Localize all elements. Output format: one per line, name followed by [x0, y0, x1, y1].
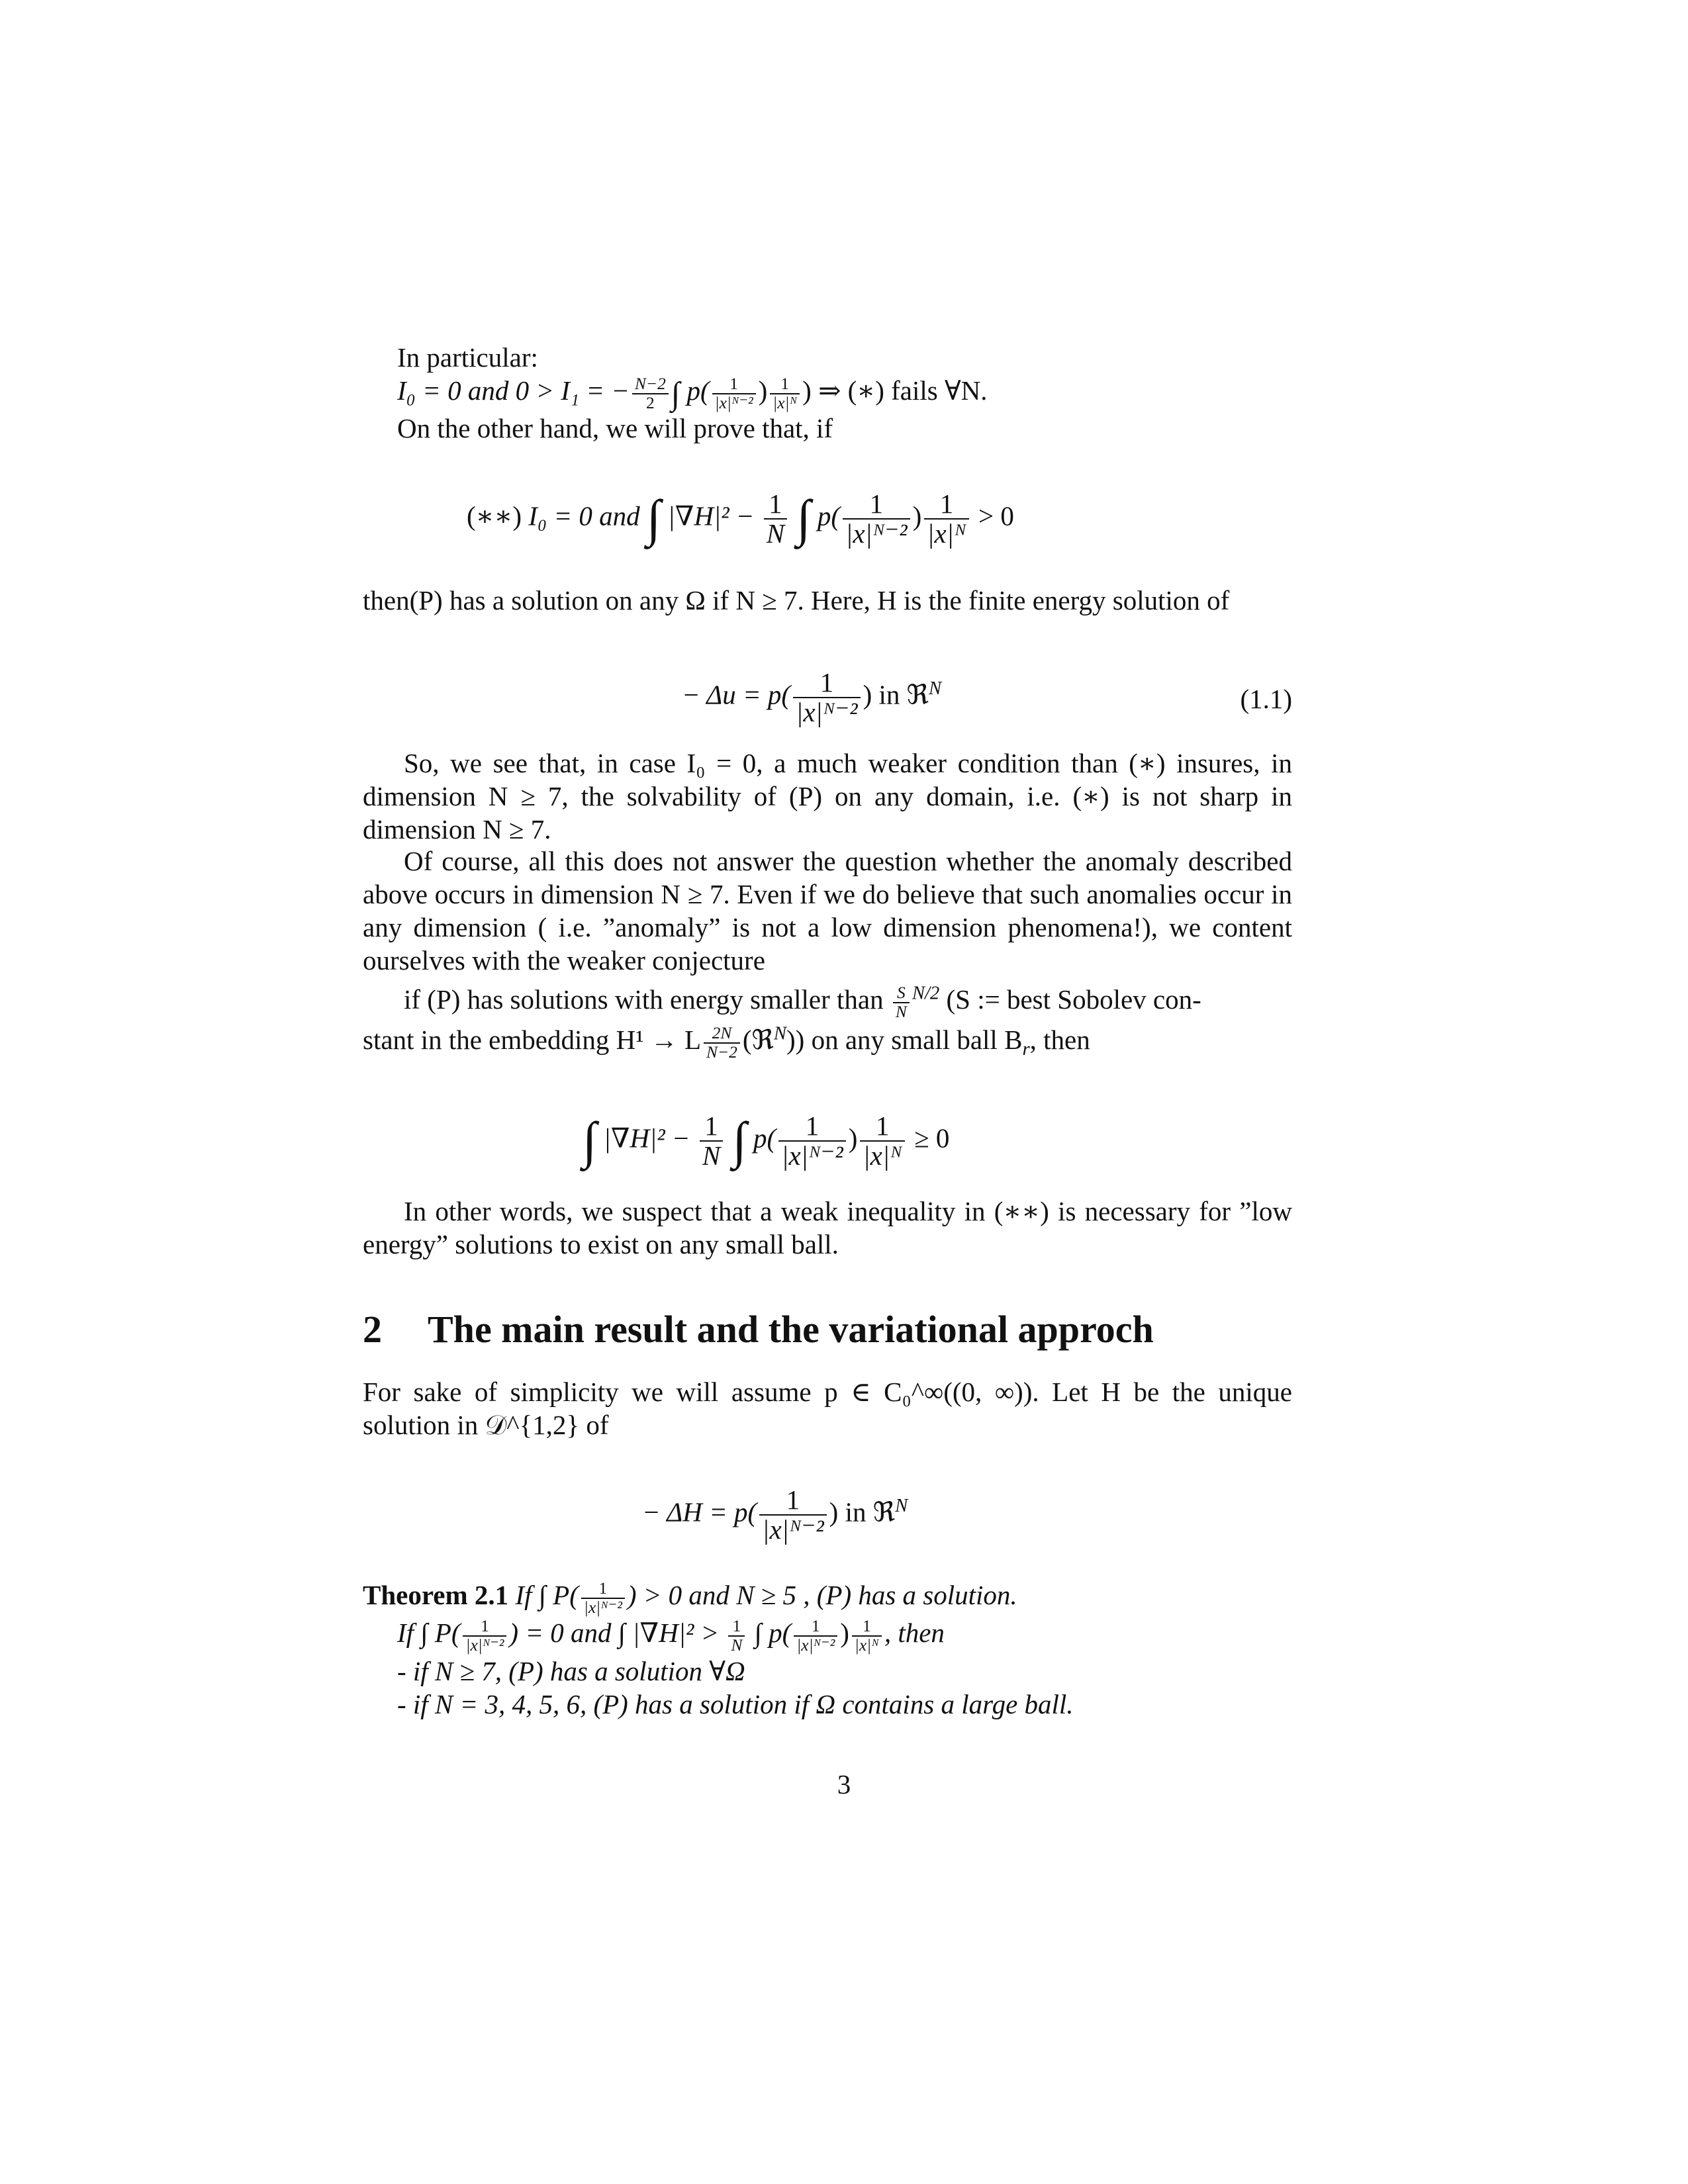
display-equation-star-star: (∗∗) I₀ = 0 and ∫ |∇H|² − $\frac{1}{N}$ ∫ p( $\frac{1}{\text{|x|ᴺ⁻²}}$ ) $\frac{1}{\text{|x|ᴺ}}$ > 0 — [467, 488, 1014, 549]
page-number: 3 — [837, 1769, 851, 1799]
integral-sign: ∫ — [583, 1112, 597, 1169]
conjecture-line-2: stant in the embedding H¹ → L $\frac{2N}{N-2}$ (ℜ$^N$)) on any small ball $B_r$, then — [363, 1023, 1090, 1062]
theorem-line-4: - if N = 3, 4, 5, 6, (P) has a solution if Ω contains a large ball. — [397, 1688, 1074, 1719]
theorem-2-1 — [363, 1578, 1074, 1721]
section-heading — [363, 1307, 1154, 1351]
equation-1-1: − Δu = p( $\frac{1}{\text{|x|ᴺ⁻²}}$ ) in ℜ$^N$ — [682, 667, 942, 728]
display-equation-weak: ∫ |∇H|² − $\frac{1}{N}$ ∫ p( $\frac{1}{\text{|x|ᴺ⁻²}}$ ) $\frac{1}{\text{|x|ᴺ}}$ ≥ 0 — [583, 1111, 950, 1171]
paragraph-then: then(P) has a solution on any Ω if N ≥ 7. Here, H is the finite energy solution of — [363, 585, 1230, 615]
paragraph-so: So, we see that, in case I₀ = 0, a much weaker condition than (∗) insures, in dimension N ≥ 7, the solvability of (P) on any domain, i.e. (∗) is not sharp in dimension N ≥ 7. — [363, 748, 1292, 844]
theorem-line-3: - if N ≥ 7, (P) has a solution ∀Ω — [397, 1655, 745, 1686]
integral-sign: ∫ — [671, 375, 680, 412]
intro-line-3: On the other hand, we will prove that, if — [397, 413, 833, 444]
theorem-label: Theorem 2.1 — [363, 1580, 509, 1610]
theorem-line-1: Theorem 2.1 If ∫ P( $\frac{1}{\text{|x|ᴺ⁻²}}$ ) > 0 and N ≥ 5 , (P) has a solution. — [363, 1578, 1017, 1617]
paragraph-for-sake: For sake of simplicity we will assume p ∈ C₀^∞((0, ∞)). Let H be the unique solution in 𝒟^{1,2} of — [363, 1377, 1292, 1440]
intro-line-1: In particular: — [397, 342, 538, 373]
conjecture-line-1: if (P) has solutions with energy smaller than $\frac{S}{N}$ $^{N/2}$ (S := best Sobolev con- — [404, 982, 1201, 1021]
section-title: The main result and the variational approch — [428, 1308, 1154, 1351]
integral-sign: ∫ — [796, 490, 811, 547]
intro-block — [397, 341, 988, 445]
equation-h: − ΔH = p( $\frac{1}{\text{|x|ᴺ⁻²}}$ ) in ℜ$^N$ — [642, 1484, 908, 1545]
paragraph-of-course: Of course, all this does not answer the question whether the anomaly described above occurs in dimension N ≥ 7. Even if we do believe that such anomalies occur in any dimension ( i.e. ”anomaly” is not a low dimension phenomena!), we content ourselves with the weaker conjecture — [363, 846, 1292, 976]
intro-line-2: I₀ = 0 and 0 > I₁ = − $\frac{N-2}{2}$ ∫ p( $\frac{1}{\text{|x|ᴺ⁻²}}$ ) $\frac{1}{\text{|x|ᴺ}}$ ) ⇒ (∗) fails ∀N. — [397, 374, 988, 412]
integral-sign: ∫ — [646, 490, 661, 547]
paragraph-in-other-words: In other words, we suspect that a weak inequality in (∗∗) is necessary for ”low energy” solutions to exist on any small ball. — [363, 1196, 1292, 1259]
integral-sign: ∫ — [732, 1112, 747, 1169]
section-number: 2 — [363, 1308, 382, 1351]
theorem-line-2: If ∫ P( $\frac{1}{\text{|x|ᴺ⁻²}}$ ) = 0 and ∫ |∇H|² > $\frac{1}{N}$ ∫ p( $\frac{1}{\text{|x|ᴺ⁻²}}$ ) $\frac{1}{\text{|x|ᴺ}}$ , then — [397, 1617, 945, 1655]
equation-number-1-1: (1.1) — [1240, 684, 1292, 714]
